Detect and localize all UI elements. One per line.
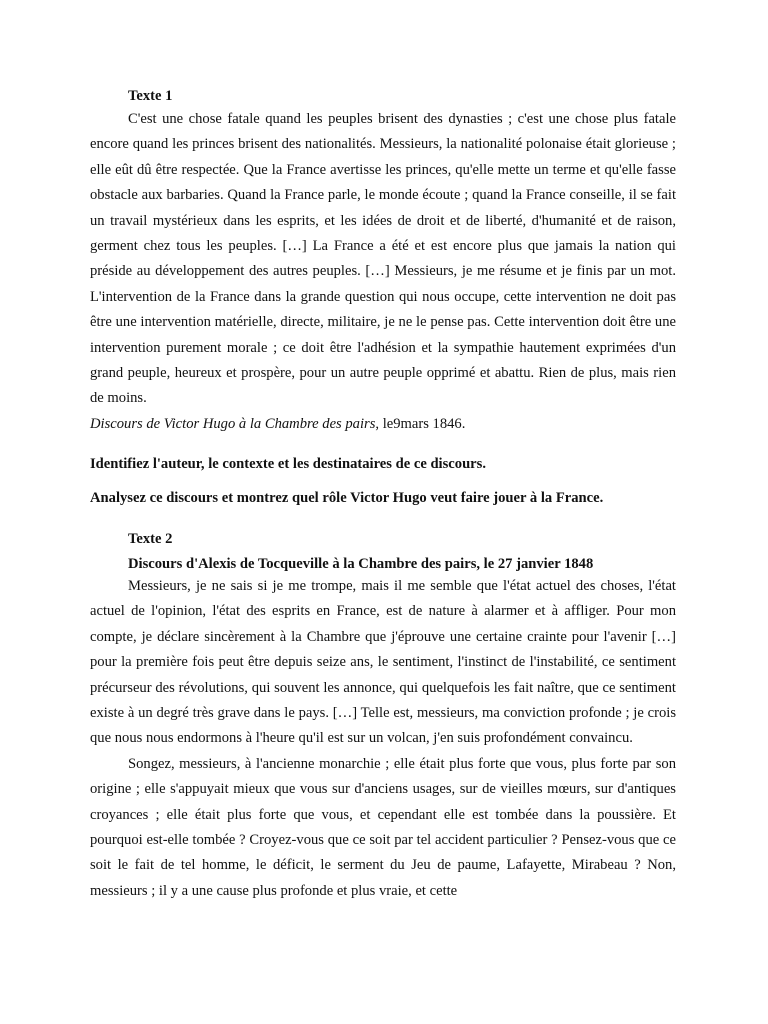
texte1-source-date: , le9mars 1846.: [375, 415, 466, 432]
question-1: Identifiez l'auteur, le contexte et les destinataires de ce discours.: [90, 456, 486, 472]
question-2: Analysez ce discours et montrez quel rôle Victor Hugo veut faire jouer à la France.: [90, 490, 604, 506]
texte2-subtitle: Discours d'Alexis de Tocqueville à la Chambre des pairs, le 27 janvier 1848: [128, 556, 594, 572]
texte2-heading: Texte 2: [128, 531, 173, 547]
texte1-source: [90, 412, 676, 437]
texte1-paragraph: C'est une chose fatale quand les peuples brisent des dynasties ; c'est une chose plus fatale encore quand les princes brisent des nationalités. Messieurs, la nationalité polonaise était glorieuse ; elle eût dû être respectée. Que la France avertisse les princes, qu'elle mette un terme et qu'elle fasse obstacle aux barbaries. Quand la France parle, le monde écoute ; quand la France conseille, il se fait un travail mystérieux dans les esprits, et les idées de droit et de liberté, d'humanité et de raison, germent chez tous les peuples. […] La France a été et est encore plus que jamais la nation qui préside au développement des autres peuples. […] Messieurs, je me résume et je finis par un mot. L'intervention de la France dans la grande question qui nous occupe, cette intervention ne doit pas être une intervention matérielle, directe, militaire, je ne le pense pas. Cette intervention doit être une intervention purement morale ; ce doit être l'adhésion et la sympathie hautement exprimées d'un grand peuple, heureux et prospère, pour un autre peuple opprimé et abattu. Rien de plus, mais rien de moins.: [90, 111, 676, 407]
texte2-paragraph-2: Songez, messieurs, à l'ancienne monarchie ; elle était plus forte que vous, plus forte par son origine ; elle s'appuyait mieux que vous sur d'anciens usages, sur de vieilles mœurs, sur d'antiques croyances ; elle était plus forte que vous, et cependant elle est tombée dans la poussière. Et pourquoi est-elle tombée ? Croyez-vous que ce soit par tel accident particulier ? Pensez-vous que ce soit le fait de tel homme, le déficit, le serment du Jeu de paume, Lafayette, Mirabeau ? Non, messieurs ; il y a une cause plus profonde et plus vraie, et cette: [90, 755, 676, 899]
texte2-paragraph-1: Messieurs, je ne sais si je me trompe, mais il me semble que l'état actuel des choses, l'état actuel de l'opinion, l'état des esprits en France, est de nature à alarmer et à affliger. Pour mon compte, je déclare sincèrement à la Chambre que j'éprouve une certaine crainte pour l'avenir […] pour la première fois peut être depuis seize ans, le sentiment, l'instinct de l'instabilité, ce sentiment précurseur des révolutions, qui souvent les annonce, qui quelquefois les fait naître, que ce sentiment existe à un degré très grave dans le pays. […] Telle est, messieurs, ma conviction profonde ; je crois que nous nous endormons à l'heure qu'il est sur un volcan, j'en suis profondément convaincu.: [90, 578, 676, 747]
texte1-body: [90, 107, 676, 437]
texte2-body: [90, 574, 676, 904]
texte1-heading: Texte 1: [128, 88, 173, 104]
texte1-source-title: Discours de Victor Hugo à la Chambre des pairs: [90, 415, 376, 432]
